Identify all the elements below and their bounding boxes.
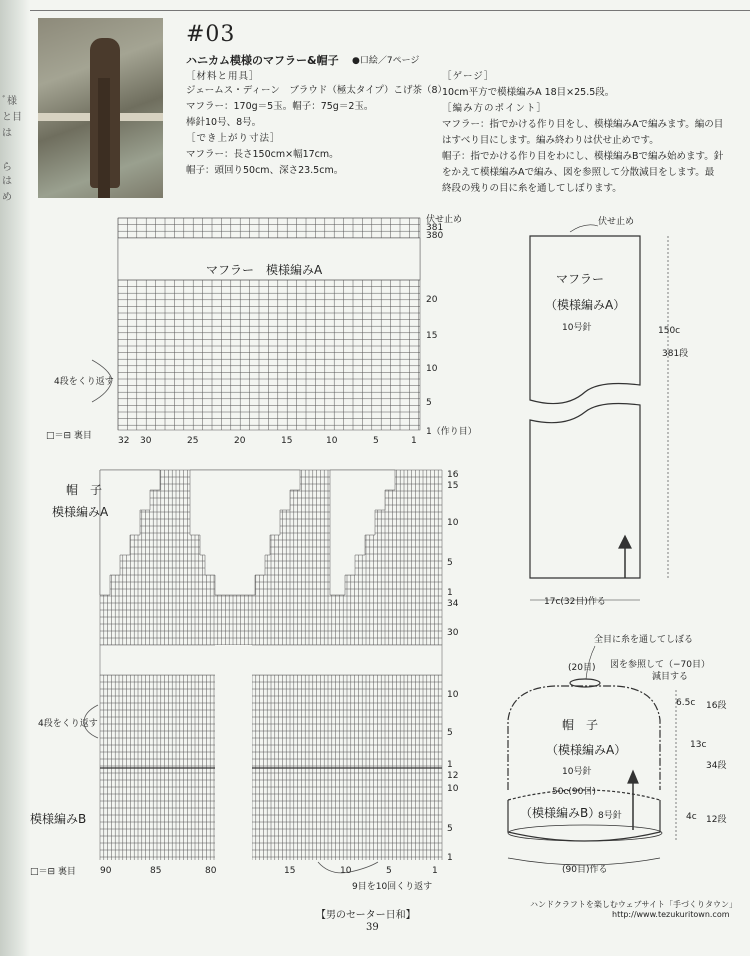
- bind-off-leader: [570, 225, 598, 232]
- hat-schem-circ: 50c(90目): [552, 787, 596, 797]
- scarf-col-label: 1: [411, 436, 417, 446]
- hat-chart-pattern-a: 模様編みA: [52, 505, 109, 519]
- points-line: 帽子：指でかける作り目をわにし、模様編みBで編み始めます。針: [442, 151, 724, 162]
- scarf-chart-bindoff: 伏せ止め: [426, 215, 463, 225]
- scarf-row-label: 20: [426, 295, 438, 305]
- hat-row-label: 5: [447, 558, 453, 568]
- points-line: マフラー：指でかける作り目をし、模様編みAで編みます。編の目: [442, 119, 724, 130]
- hat-schem-cast-on: (90目)作る: [562, 865, 608, 875]
- hat-decrease-shape: [100, 470, 160, 595]
- hat-col-label: 90: [100, 866, 112, 876]
- page-number: 39: [366, 922, 379, 933]
- hat-direction-arrowhead: [628, 771, 638, 783]
- hat-row-label: 30: [447, 628, 459, 638]
- hat-schem-body-rows: 34段: [706, 761, 727, 771]
- gutter-text: は: [2, 176, 12, 187]
- site-credit: ハンドクラフトを楽しむウェブサイト「手づくりタウン」: [530, 900, 737, 909]
- materials-needles: 棒針10号、8号。: [186, 117, 262, 128]
- book-title: 【男のセーター日和】: [316, 910, 416, 921]
- gauge-text: 10cm平方で模様編みA 18目×25.5段。: [442, 87, 615, 98]
- scarf-repeat-note: 4段をくり返す: [54, 377, 114, 387]
- hat-col-label: 1: [432, 866, 438, 876]
- hat-row-label: 12: [447, 771, 459, 781]
- knit-direction-arrowhead: [619, 536, 631, 548]
- scarf-schem-width: 17c(32目)作る: [544, 597, 606, 607]
- scarf-schem-pattern: （模様編みA）: [545, 298, 626, 312]
- hat-row-label: 10: [447, 784, 459, 794]
- hat-row-label: 10: [447, 690, 459, 700]
- points-line: 終段の残りの目に糸を通してしぼります。: [442, 183, 622, 194]
- hat-schem-pattern-a: （模様編みA）: [546, 743, 627, 757]
- hat-chart-repeat-cols: 9目を10回くり返す: [352, 882, 433, 892]
- scarf-chart-top-grid: [118, 218, 420, 238]
- hat-row-label: 1: [447, 588, 453, 598]
- photo-reference: ●口絵／7ページ: [352, 56, 420, 66]
- scarf-row-label: 381: [426, 223, 444, 233]
- hat-schem-brim-rows: 12段: [706, 815, 727, 825]
- hat-row-label: 10: [447, 518, 459, 528]
- scarf-row-label: 5: [426, 398, 432, 408]
- scarf-chart-main-grid: [118, 280, 420, 430]
- scarf-row-label: 1（作り目）: [426, 427, 477, 437]
- hat-schem-brim-cm: 4c: [686, 812, 697, 822]
- gauge-heading: ［ゲージ］: [442, 71, 495, 82]
- hat-schem-gather: 全目に糸を通してしぼる: [594, 635, 694, 645]
- hat-col-label: 80: [205, 866, 217, 876]
- hat-col-label: 15: [284, 866, 296, 876]
- hat-schem-needle-a: 10号針: [562, 767, 592, 777]
- hat-chart: [100, 470, 442, 860]
- hat-legend: □＝⊟ 裏目: [30, 867, 76, 877]
- scarf-row-label: 10: [426, 364, 438, 374]
- gutter-text: ら: [2, 162, 12, 173]
- points-line: をかえて模様編みAで編み、図を参照して分散減目をします。最: [442, 167, 715, 178]
- gutter-text: め: [2, 192, 12, 203]
- hat-chart-gap-band: [100, 645, 442, 675]
- scarf-col-label: 32: [118, 436, 130, 446]
- size-heading: ［でき上がり寸法］: [186, 133, 281, 144]
- hat-row-label: 16: [447, 470, 459, 480]
- hat-repeat-note: 4段をくり返す: [38, 719, 98, 729]
- hat-row-label: 5: [447, 728, 453, 738]
- scarf-col-label: 10: [326, 436, 338, 446]
- scarf-row-label: 15: [426, 331, 438, 341]
- scarf-schem-needle: 10号針: [562, 323, 592, 333]
- hat-row-label: 1: [447, 853, 453, 863]
- points-heading: ［編み方のポイント］: [442, 103, 548, 114]
- hat-chart-omitted-section: [215, 645, 252, 860]
- hat-chart-pattern-b: 模様編みB: [30, 812, 87, 826]
- scarf-col-label: 20: [234, 436, 246, 446]
- scarf-col-label: 30: [140, 436, 152, 446]
- scarf-col-label: 25: [187, 436, 199, 446]
- hat-col-label: 5: [386, 866, 392, 876]
- size-scarf: マフラー：長さ150cm×幅17cm。: [186, 149, 339, 160]
- scarf-schem-bindoff: 伏せ止め: [598, 217, 635, 227]
- scarf-schematic-lower: [530, 404, 640, 578]
- gutter-text: ﾞ様: [2, 96, 17, 107]
- hat-schem-crown-cm: 6.5c: [676, 698, 696, 708]
- pattern-number: #03: [186, 22, 236, 47]
- scarf-chart: [118, 218, 420, 430]
- page-title: ハニカム模様のマフラー&帽子: [186, 54, 339, 67]
- hat-row-label: 1: [447, 760, 453, 770]
- hat-schem-decrease: 図を参照して（−70目）: [610, 660, 710, 670]
- scarf-schem-rows: 381段: [662, 349, 689, 359]
- materials-heading: ［材料と用具］: [186, 71, 260, 82]
- materials-yarn: ジェームス・ディーン ブラウド（極太タイプ）こげ茶（8）: [186, 85, 448, 96]
- hat-schem-crown-rows: 16段: [706, 701, 727, 711]
- scarf-schem-length: 150c: [658, 326, 681, 336]
- hat-schem-decrease-note: 減目する: [652, 672, 689, 682]
- hat-row-label: 15: [447, 481, 459, 491]
- hat-schem-title: 帽 子: [562, 718, 599, 732]
- hat-schem-needle-b: 8号針: [598, 811, 622, 821]
- hat-col-label: 85: [150, 866, 162, 876]
- hat-col-label: 10: [340, 866, 352, 876]
- site-url: http://www.tezukuritown.com: [612, 910, 730, 919]
- gutter-text: と目: [2, 112, 22, 123]
- hat-chart-title: 帽 子: [66, 483, 103, 497]
- hat-row-label: 5: [447, 824, 453, 834]
- points-line: はすべり目にします。編み終わりは伏せ止めです。: [442, 135, 659, 146]
- scarf-legend: □＝⊟ 裏目: [46, 431, 92, 441]
- size-hat: 帽子：頭回り50cm、深さ23.5cm。: [186, 165, 344, 176]
- hat-row-label: 34: [447, 599, 459, 609]
- hat-brim-edge: [508, 825, 662, 841]
- hat-schem-pattern-b: （模様編みB）: [520, 806, 601, 820]
- gutter-text: は: [2, 128, 12, 139]
- hat-schem-top-sts: (20目): [568, 663, 596, 673]
- scarf-col-label: 5: [373, 436, 379, 446]
- scarf-col-label: 15: [281, 436, 293, 446]
- hat-schem-body-cm: 13c: [690, 740, 707, 750]
- materials-amount: マフラー：170g＝5玉。帽子：75g＝2玉。: [186, 101, 374, 112]
- scarf-schem-title: マフラー: [556, 272, 605, 286]
- scarf-row-label: 380: [426, 231, 444, 241]
- scarf-chart-title: マフラー 模様編みA: [206, 263, 323, 277]
